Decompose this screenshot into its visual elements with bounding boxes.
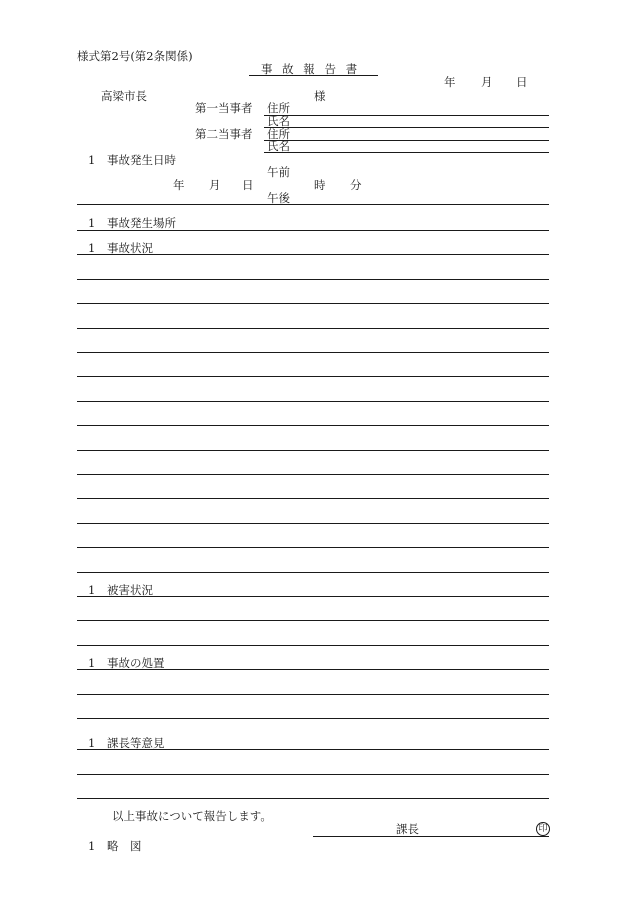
situation-line[interactable] bbox=[77, 303, 549, 304]
seal-mark: 印 bbox=[536, 822, 550, 836]
date-day-label: 日 bbox=[516, 75, 528, 89]
disposal-line[interactable] bbox=[77, 669, 549, 670]
party1-address-field[interactable] bbox=[264, 115, 549, 116]
section-situation-label: 事故状況 bbox=[107, 241, 153, 255]
party1-name-label: 氏名 bbox=[267, 114, 290, 128]
report-statement: 以上事故について報告します。 bbox=[112, 809, 272, 823]
datetime-am-label: 午前 bbox=[267, 165, 290, 179]
disposal-line[interactable] bbox=[77, 694, 549, 695]
party1-label: 第一当事者 bbox=[195, 101, 253, 115]
section-situation-number: 1 bbox=[88, 241, 96, 255]
section-opinion-label: 課長等意見 bbox=[107, 736, 165, 750]
opinion-line[interactable] bbox=[77, 774, 549, 775]
party2-name-field[interactable] bbox=[264, 152, 549, 153]
opinion-line[interactable] bbox=[77, 798, 549, 799]
damage-line[interactable] bbox=[77, 596, 549, 597]
section-sketch-number: 1 bbox=[88, 839, 96, 853]
chief-label: 課長 bbox=[396, 822, 419, 836]
party1-name-field[interactable] bbox=[264, 127, 549, 128]
situation-line[interactable] bbox=[77, 279, 549, 280]
section-datetime-label: 事故発生日時 bbox=[107, 153, 176, 167]
datetime-month-label: 月 bbox=[209, 178, 221, 192]
party2-label: 第二当事者 bbox=[195, 127, 253, 141]
addressee-suffix: 様 bbox=[314, 89, 326, 103]
date-year-label: 年 bbox=[444, 75, 456, 89]
situation-line[interactable] bbox=[77, 376, 549, 377]
situation-line[interactable] bbox=[77, 254, 549, 255]
datetime-year-label: 年 bbox=[173, 178, 185, 192]
datetime-day-label: 日 bbox=[242, 178, 254, 192]
datetime-minute-label: 分 bbox=[350, 178, 362, 192]
damage-line[interactable] bbox=[77, 645, 549, 646]
situation-line[interactable] bbox=[77, 547, 549, 548]
disposal-line[interactable] bbox=[77, 718, 549, 719]
addressee: 高梁市長 bbox=[101, 89, 147, 103]
datetime-pm-label: 午後 bbox=[267, 191, 290, 205]
section-disposal-label: 事故の処置 bbox=[107, 656, 165, 670]
date-month-label: 月 bbox=[481, 75, 493, 89]
opinion-line[interactable] bbox=[77, 749, 549, 750]
form-number: 様式第2号(第2条関係) bbox=[77, 49, 193, 63]
datetime-rule bbox=[77, 204, 549, 205]
section-damage-label: 被害状況 bbox=[107, 583, 153, 597]
section-place-number: 1 bbox=[88, 216, 96, 230]
situation-line[interactable] bbox=[77, 401, 549, 402]
title-underline bbox=[249, 75, 378, 76]
chief-signature-field[interactable] bbox=[313, 836, 549, 837]
situation-line[interactable] bbox=[77, 425, 549, 426]
party2-address-field[interactable] bbox=[264, 140, 549, 141]
damage-line[interactable] bbox=[77, 620, 549, 621]
party2-name-label: 氏名 bbox=[267, 139, 290, 153]
situation-line[interactable] bbox=[77, 328, 549, 329]
datetime-hour-label: 時 bbox=[314, 178, 326, 192]
situation-line[interactable] bbox=[77, 523, 549, 524]
section-datetime-number: 1 bbox=[88, 153, 96, 167]
party2-address-label: 住所 bbox=[267, 127, 290, 141]
place-field[interactable] bbox=[77, 230, 549, 231]
section-place-label: 事故発生場所 bbox=[107, 216, 176, 230]
section-disposal-number: 1 bbox=[88, 656, 96, 670]
situation-line[interactable] bbox=[77, 450, 549, 451]
section-damage-number: 1 bbox=[88, 583, 96, 597]
situation-line[interactable] bbox=[77, 572, 549, 573]
section-sketch-label: 略 図 bbox=[107, 839, 142, 853]
situation-line[interactable] bbox=[77, 474, 549, 475]
party1-address-label: 住所 bbox=[267, 101, 290, 115]
page-title: 事 故 報 告 書 bbox=[261, 62, 361, 76]
situation-line[interactable] bbox=[77, 498, 549, 499]
situation-line[interactable] bbox=[77, 352, 549, 353]
section-opinion-number: 1 bbox=[88, 736, 96, 750]
